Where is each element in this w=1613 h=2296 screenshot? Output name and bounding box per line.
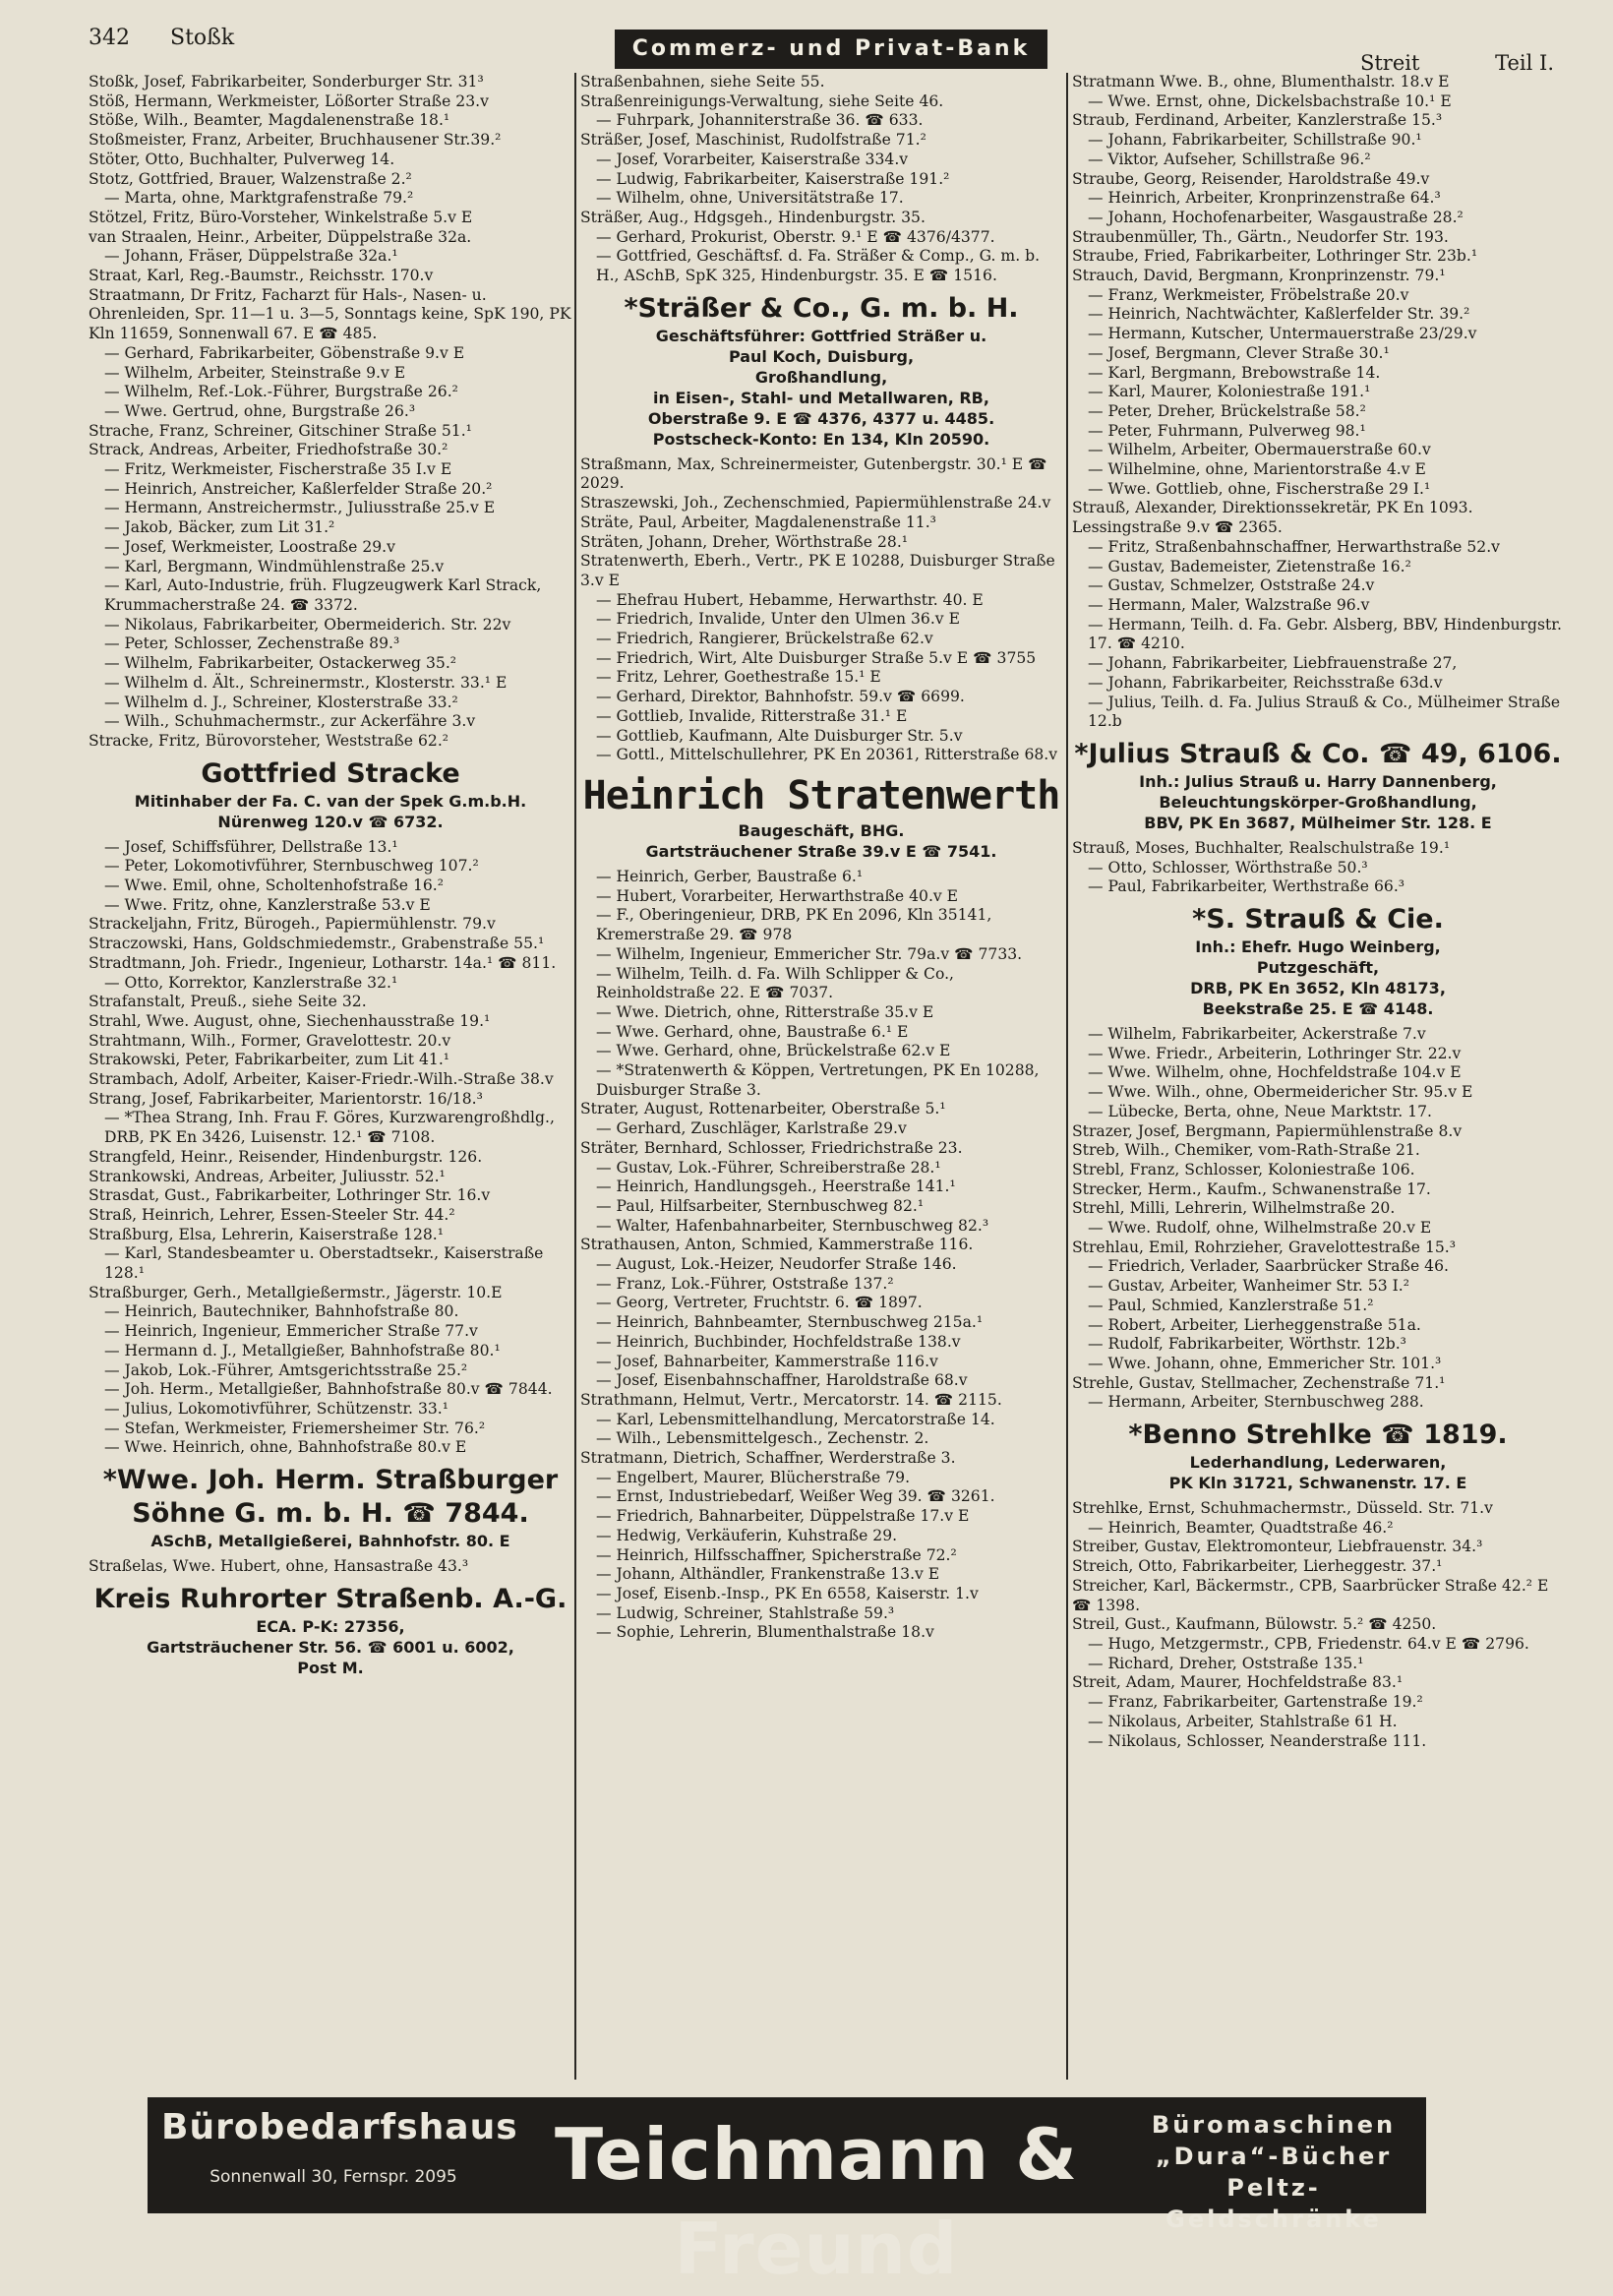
right-keyword: Streit bbox=[1359, 51, 1420, 75]
column-3 bbox=[1072, 73, 1564, 2080]
directory-entry: Stöß, Hermann, Werkmeister, Lößorter Straße 23.v bbox=[89, 91, 489, 110]
directory-subentry: — Hermann, Kutscher, Untermauerstraße 23/29.v bbox=[1088, 325, 1477, 343]
directory-entry: Straatmann, Dr Fritz, Facharzt für Hals-, Nasen- u. Ohrenleiden, Spr. 11—1 u. 3—5, Sonntags keine, SpK 190, PK Kln 11659, Sonnenwall 67. E ☎ 485. bbox=[89, 285, 571, 343]
directory-subentry: — Fritz, Werkmeister, Fischerstraße 35 I.v E bbox=[104, 460, 452, 479]
directory-subentry: — Gottlieb, Invalide, Ritterstraße 31.¹ E bbox=[596, 706, 908, 725]
directory-subentry: — Walter, Hafenbahnarbeiter, Sternbuschweg 82.³ bbox=[596, 1216, 989, 1235]
footer-right-line: „Dura“-Bücher bbox=[1155, 2143, 1393, 2170]
directory-subentry: — Viktor, Aufseher, Schillstraße 96.² bbox=[1088, 150, 1371, 168]
directory-subentry: — Karl, Auto-Industrie, früh. Flugzeugwerk Karl Strack, Krummacherstraße 24. ☎ 3372. bbox=[104, 576, 542, 614]
directory-subentry: — Wilhelm, Ingenieur, Emmericher Str. 79a.v ☎ 7733. bbox=[596, 944, 1023, 963]
directory-subentry: — Heinrich, Beamter, Quadtstraße 46.² bbox=[1088, 1518, 1394, 1537]
advertisement-line: Nürenweg 120.v ☎ 6732. bbox=[217, 812, 444, 831]
directory-entry: Strehlau, Emil, Rohrzieher, Gravelottestraße 15.³ bbox=[1072, 1238, 1457, 1256]
footer-left bbox=[161, 2107, 518, 2187]
directory-entry: Sträte, Paul, Arbeiter, Magdalenenstraße 11.³ bbox=[580, 513, 936, 531]
directory-subentry: — Wwe. Wilhelm, ohne, Hochfeldstraße 104.v E bbox=[1088, 1063, 1462, 1082]
advertisement-line: PK Kln 31721, Schwanenstr. 17. E bbox=[1168, 1474, 1467, 1493]
directory-subentry: — Franz, Werkmeister, Fröbelstraße 20.v bbox=[1088, 285, 1409, 304]
directory-subentry: — Sophie, Lehrerin, Blumenthalstraße 18.v bbox=[596, 1623, 934, 1642]
directory-entry: Strehle, Gustav, Stellmacher, Zechenstraße 71.¹ bbox=[1072, 1373, 1446, 1392]
advertisement-line: *Wwe. Joh. Herm. Straßburger bbox=[102, 1465, 559, 1496]
advertisement-footer bbox=[148, 2097, 1426, 2290]
directory-subentry: — Gustav, Schmelzer, Oststraße 24.v bbox=[1088, 576, 1375, 595]
advertisement-line: BBV, PK En 3687, Mülheimer Str. 128. E bbox=[1144, 813, 1492, 832]
left-keyword: Stoßk bbox=[170, 26, 235, 50]
directory-subentry: — August, Lok.-Heizer, Neudorfer Straße 146. bbox=[596, 1255, 957, 1274]
directory-entry: Sträßer, Josef, Maschinist, Rudolfstraße 71.² bbox=[580, 131, 926, 150]
footer-left-title: Bürobedarfshaus bbox=[161, 2107, 518, 2147]
directory-entry: Straubenmüller, Th., Gärtn., Neudorfer Str. 193. bbox=[1072, 227, 1449, 246]
part-label: Teil I. bbox=[1495, 51, 1554, 75]
directory-subentry: — Hermann, Teilh. d. Fa. Gebr. Alsberg, BBV, Hindenburgstr. 17. ☎ 4210. bbox=[1088, 615, 1562, 653]
directory-subentry: — Heinrich, Ingenieur, Emmericher Straße 77.v bbox=[104, 1322, 478, 1341]
advertisement-line: *Benno Strehlke ☎ 1819. bbox=[1128, 1420, 1508, 1451]
directory-subentry: — Wwe. Heinrich, ohne, Bahnhofstraße 80.v E bbox=[104, 1438, 467, 1457]
directory-subentry: — Gottl., Mittelschullehrer, PK En 20361, Ritterstraße 68.v bbox=[596, 746, 1058, 764]
directory-subentry: — Karl, Bergmann, Brebowstraße 14. bbox=[1088, 363, 1381, 382]
directory-entry: Streb, Wilh., Chemiker, vom-Rath-Straße 21. bbox=[1072, 1141, 1420, 1160]
directory-subentry: — Hugo, Metzgermstr., CPB, Friedenstr. 64.v E ☎ 2796. bbox=[1088, 1635, 1529, 1653]
directory-entry: Strazer, Josef, Bergmann, Papiermühlenstraße 8.v bbox=[1072, 1121, 1463, 1140]
directory-subentry: — Paul, Hilfsarbeiter, Sternbuschweg 82.¹ bbox=[596, 1196, 925, 1215]
directory-subentry: — Otto, Korrektor, Kanzlerstraße 32.¹ bbox=[104, 973, 398, 992]
directory-subentry: — Gustav, Bademeister, Zietenstraße 16.² bbox=[1088, 557, 1411, 575]
advertisement-line: *Sträßer & Co., G. m. b. H. bbox=[624, 292, 1019, 324]
advertisement-line: Kreis Ruhrorter Straßenb. A.-G. bbox=[93, 1583, 568, 1614]
directory-subentry: — Wwe. Emil, ohne, Scholtenhofstraße 16.² bbox=[104, 876, 444, 895]
directory-subentry: — Johann, Fabrikarbeiter, Schillstraße 90.¹ bbox=[1088, 131, 1422, 150]
directory-subentry: — Wwe. Fritz, ohne, Kanzlerstraße 53.v E bbox=[104, 895, 431, 914]
directory-subentry: — Wwe. Wilh., ohne, Obermeidericher Str. 95.v E bbox=[1088, 1083, 1473, 1102]
advertisement-line: Inh.: Ehefr. Hugo Weinberg, bbox=[1195, 937, 1441, 957]
directory-subentry: — Jakob, Bäcker, zum Lit 31.² bbox=[104, 518, 335, 537]
directory-subentry: — Wilhelm, Fabrikarbeiter, Ackerstraße 7.v bbox=[1088, 1025, 1426, 1044]
advertisement-line: Baugeschäft, BHG. bbox=[738, 820, 905, 840]
directory-subentry: — Wilhelm, Teilh. d. Fa. Wilh Schlipper & Co., Reinholdstraße 22. E ☎ 7037. bbox=[596, 964, 955, 1002]
directory-subentry: — Johann, Hochofenarbeiter, Wasgaustraße 28.² bbox=[1088, 208, 1464, 226]
advertisement-block bbox=[89, 1464, 572, 1551]
directory-entry: Streiber, Gustav, Elektromonteur, Liebfrauenstr. 34.³ bbox=[1072, 1538, 1483, 1556]
directory-subentry: — Wwe. Johann, ohne, Emmericher Str. 101.³ bbox=[1088, 1354, 1442, 1372]
directory-subentry: — Josef, Vorarbeiter, Kaiserstraße 334.v bbox=[596, 150, 909, 168]
directory-subentry: — *Thea Strang, Inh. Frau F. Göres, Kurzwarengroßhdlg., DRB, PK En 3426, Luisenstr. 12.¹ ☎ 7108. bbox=[104, 1109, 555, 1147]
directory-entry: Straszewski, Joh., Zechenschmied, Papiermühlenstraße 24.v bbox=[580, 494, 1051, 513]
column-1 bbox=[89, 73, 572, 2080]
directory-subentry: — Peter, Dreher, Brückelstraße 58.² bbox=[1088, 401, 1366, 420]
directory-entry: Strackeljahn, Fritz, Bürogeh., Papiermühlenstr. 79.v bbox=[89, 915, 496, 934]
directory-subentry: — Fritz, Straßenbahnschaffner, Herwarthstraße 52.v bbox=[1088, 537, 1500, 556]
advertisement-line: Putzgeschäft, bbox=[1256, 958, 1380, 978]
directory-subentry: — Franz, Lok.-Führer, Oststraße 137.² bbox=[596, 1274, 894, 1293]
column-2 bbox=[580, 73, 1062, 2080]
advertisement-block bbox=[1072, 738, 1564, 833]
directory-subentry: — Karl, Maurer, Koloniestraße 191.¹ bbox=[1088, 383, 1371, 401]
directory-entry: Straube, Georg, Reisender, Haroldstraße 49.v bbox=[1072, 169, 1430, 188]
directory-subentry: — Wwe. Friedr., Arbeiterin, Lothringer Str. 22.v bbox=[1088, 1044, 1462, 1062]
directory-subentry: — Wilhelmine, ohne, Marientorstraße 4.v E bbox=[1088, 460, 1426, 479]
directory-subentry: — Hermann, Maler, Walzstraße 96.v bbox=[1088, 595, 1370, 614]
column-divider bbox=[1066, 73, 1068, 2080]
directory-subentry: — Johann, Fabrikarbeiter, Liebfrauenstraße 27, bbox=[1088, 654, 1458, 673]
directory-subentry: — Heinrich, Buchbinder, Hochfeldstraße 138.v bbox=[596, 1332, 961, 1351]
directory-subentry: — Nikolaus, Arbeiter, Stahlstraße 61 H. bbox=[1088, 1712, 1398, 1730]
directory-subentry: — Wwe. Gertrud, ohne, Burgstraße 26.³ bbox=[104, 401, 416, 420]
directory-subentry: — Gottlieb, Kaufmann, Alte Duisburger Str. 5.v bbox=[596, 726, 963, 745]
directory-entry: Streich, Otto, Fabrikarbeiter, Lierheggestr. 37.¹ bbox=[1072, 1557, 1443, 1576]
directory-entry: Stratmann, Dietrich, Schaffner, Werderstraße 3. bbox=[580, 1449, 956, 1468]
directory-entry: Stötzel, Fritz, Büro-Vorsteher, Winkelstraße 5.v E bbox=[89, 208, 473, 226]
directory-subentry: — Gerhard, Fabrikarbeiter, Göbenstraße 9.v E bbox=[104, 343, 465, 362]
directory-subentry: — Wwe. Gerhard, ohne, Brückelstraße 62.v E bbox=[596, 1042, 951, 1060]
directory-subentry: — Hermann d. J., Metallgießer, Bahnhofstraße 80.¹ bbox=[104, 1341, 501, 1359]
directory-subentry: — Johann, Fräser, Düppelstraße 32a.¹ bbox=[104, 247, 398, 266]
advertisement-line: *Julius Strauß & Co. ☎ 49, 6106. bbox=[1074, 738, 1562, 769]
directory-subentry: — Heinrich, Anstreicher, Kaßlerfelder Straße 20.² bbox=[104, 479, 493, 498]
directory-entry: Streicher, Karl, Bäckermstr., CPB, Saarbrücker Straße 42.² E ☎ 1398. bbox=[1072, 1576, 1549, 1614]
directory-subentry: — Rudolf, Fabrikarbeiter, Wörthstr. 12b.³ bbox=[1088, 1335, 1406, 1354]
directory-subentry: — Hermann, Anstreichermstr., Juliusstraße 25.v E bbox=[104, 499, 496, 517]
directory-subentry: — Friedrich, Wirt, Alte Duisburger Straße 5.v E ☎ 3755 bbox=[596, 648, 1037, 667]
directory-entry: Streit, Adam, Maurer, Hochfeldstraße 83.¹ bbox=[1072, 1673, 1404, 1692]
directory-subentry: — Nikolaus, Schlosser, Neanderstraße 111. bbox=[1088, 1731, 1427, 1750]
footer-right-line: Peltz-Geldschränke bbox=[1165, 2174, 1382, 2233]
directory-entry: Strebl, Franz, Schlosser, Koloniestraße 106. bbox=[1072, 1160, 1415, 1178]
directory-subentry: — Josef, Bahnarbeiter, Kammerstraße 116.v bbox=[596, 1352, 938, 1370]
directory-entry: Strehl, Milli, Lehrerin, Wilhelmstraße 20. bbox=[1072, 1199, 1396, 1218]
directory-subentry: — Marta, ohne, Marktgrafenstraße 79.² bbox=[104, 189, 414, 208]
directory-subentry: — Heinrich, Bahnbeamter, Sternbuschweg 215a.¹ bbox=[596, 1313, 984, 1332]
directory-entry: Sträten, Johann, Dreher, Wörthstraße 28.¹ bbox=[580, 532, 909, 551]
directory-subentry: — Wilhelm, Fabrikarbeiter, Ostackerweg 35.² bbox=[104, 654, 457, 673]
advertisement-line: *S. Strauß & Cie. bbox=[1192, 904, 1444, 936]
advertisement-block bbox=[1072, 903, 1564, 1019]
directory-subentry: — Karl, Standesbeamter u. Oberstadtsekr., Kaiserstraße 128.¹ bbox=[104, 1244, 544, 1283]
bank-banner: Commerz- und Privat-Bank bbox=[615, 30, 1047, 69]
directory-entry: Stöße, Wilh., Beamter, Magdalenenstraße 18.¹ bbox=[89, 111, 450, 130]
directory-entry: Sträter, Bernhard, Schlosser, Friedrichstraße 23. bbox=[580, 1138, 963, 1157]
directory-subentry: — Josef, Schiffsführer, Dellstraße 13.¹ bbox=[104, 837, 398, 856]
directory-subentry: — Otto, Schlosser, Wörthstraße 50.³ bbox=[1088, 858, 1368, 876]
directory-subentry: — Wwe. Gerhard, ohne, Baustraße 6.¹ E bbox=[596, 1022, 909, 1041]
directory-entry: Strauß, Moses, Buchhalter, Realschulstraße 19.¹ bbox=[1072, 838, 1451, 857]
advertisement-line: Postscheck-Konto: En 134, Kln 20590. bbox=[652, 429, 990, 449]
directory-subentry: — Fritz, Lehrer, Goethestraße 15.¹ E bbox=[596, 668, 881, 687]
directory-entry: Straub, Ferdinand, Arbeiter, Kanzlerstraße 15.³ bbox=[1072, 111, 1443, 130]
directory-entry: Straßenreinigungs-Verwaltung, siehe Seite 46. bbox=[580, 91, 944, 110]
directory-entry: Strankowski, Andreas, Arbeiter, Juliusstr. 52.¹ bbox=[89, 1167, 446, 1185]
directory-entry: Strakowski, Peter, Fabrikarbeiter, zum Lit 41.¹ bbox=[89, 1051, 450, 1069]
directory-entry: Straßelas, Wwe. Hubert, ohne, Hansastraße 43.³ bbox=[89, 1557, 469, 1576]
directory-subentry: — Wwe. Dietrich, ohne, Ritterstraße 35.v E bbox=[596, 1002, 934, 1021]
directory-subentry: — Friedrich, Verlader, Saarbrücker Straße 46. bbox=[1088, 1257, 1449, 1276]
directory-entry: Streil, Gust., Kaufmann, Bülowstr. 5.² ☎ 4250. bbox=[1072, 1615, 1437, 1634]
directory-subentry: — Wilhelm d. Ält., Schreinermstr., Klosterstr. 33.¹ E bbox=[104, 673, 508, 692]
advertisement-line: Gartsträuchener Str. 56. ☎ 6001 u. 6002, bbox=[147, 1637, 514, 1657]
directory-entry: Straßburger, Gerh., Metallgießermstr., Jägerstr. 10.E bbox=[89, 1283, 503, 1301]
directory-subentry: — Peter, Schlosser, Zechenstraße 89.³ bbox=[104, 634, 400, 653]
directory-subentry: — Heinrich, Nachtwächter, Kaßlerfelder Str. 39.² bbox=[1088, 305, 1470, 324]
directory-entry: Sträßer, Aug., Hdgsgeh., Hindenburgstr. 35. bbox=[580, 208, 926, 226]
directory-subentry: — Hermann, Arbeiter, Sternbuschweg 288. bbox=[1088, 1393, 1424, 1412]
directory-entry: Strambach, Adolf, Arbeiter, Kaiser-Friedr.-Wilh.-Straße 38.v bbox=[89, 1070, 554, 1089]
directory-entry: Strang, Josef, Fabrikarbeiter, Marientorstr. 16/18.³ bbox=[89, 1089, 483, 1108]
directory-entry: Strahtmann, Wilh., Former, Gravelottestr. 20.v bbox=[89, 1031, 451, 1050]
footer-company-name: Teichmann & Freund bbox=[555, 2113, 1078, 2290]
advertisement-line: DRB, PK En 3652, Kln 48173, bbox=[1190, 979, 1446, 998]
directory-subentry: — Ludwig, Schreiner, Stahlstraße 59.³ bbox=[596, 1603, 895, 1622]
directory-subentry: — Fuhrpark, Johanniterstraße 36. ☎ 633. bbox=[596, 111, 924, 130]
advertisement-block bbox=[89, 1583, 572, 1678]
directory-subentry: — Paul, Schmied, Kanzlerstraße 51.² bbox=[1088, 1296, 1374, 1314]
directory-subentry: — Johann, Fabrikarbeiter, Reichsstraße 63d.v bbox=[1088, 673, 1443, 692]
directory-subentry: — Nikolaus, Fabrikarbeiter, Obermeiderich. Str. 22v bbox=[104, 615, 511, 634]
directory-entry: Stotz, Gottfried, Brauer, Walzenstraße 2.² bbox=[89, 169, 412, 188]
directory-entry: Strache, Franz, Schreiner, Gitschiner Straße 51.¹ bbox=[89, 421, 472, 440]
directory-subentry: — Heinrich, Hilfsschaffner, Spicherstraße 72.² bbox=[596, 1545, 957, 1564]
directory-subentry: — Heinrich, Handlungsgeh., Heerstraße 141.¹ bbox=[596, 1178, 956, 1196]
directory-subentry: — Lübecke, Berta, ohne, Neue Marktstr. 17. bbox=[1088, 1102, 1432, 1120]
advertisement-line: ECA. P-K: 27356, bbox=[256, 1616, 405, 1636]
directory-entry: Stratmann Wwe. B., ohne, Blumenthalstr. 18.v E bbox=[1072, 73, 1450, 91]
directory-subentry: — *Stratenwerth & Köppen, Vertretungen, PK En 10288, Duisburger Straße 3. bbox=[596, 1061, 1040, 1099]
advertisement-line: Inh.: Julius Strauß u. Harry Dannenberg, bbox=[1139, 771, 1497, 791]
directory-subentry: — Stefan, Werkmeister, Friemersheimer Str. 76.² bbox=[104, 1419, 486, 1437]
directory-entry: van Straalen, Heinr., Arbeiter, Düppelstraße 32a. bbox=[89, 227, 472, 246]
directory-subentry: — Wwe. Rudolf, ohne, Wilhelmstraße 20.v E bbox=[1088, 1219, 1432, 1238]
directory-subentry: — Robert, Arbeiter, Lierheggenstraße 51a. bbox=[1088, 1315, 1421, 1334]
directory-entry: Straube, Fried, Fabrikarbeiter, Lothringer Str. 23b.¹ bbox=[1072, 247, 1478, 266]
directory-subentry: — Julius, Teilh. d. Fa. Julius Strauß & Co., Mülheimer Straße 12.b bbox=[1088, 693, 1561, 731]
directory-entry: Strauch, David, Bergmann, Kronprinzenstr. 79.¹ bbox=[1072, 267, 1446, 285]
directory-subentry: — Gustav, Lok.-Führer, Schreiberstraße 28.¹ bbox=[596, 1158, 941, 1177]
column-divider bbox=[574, 73, 576, 2080]
directory-subentry: — Peter, Lokomotivführer, Sternbuschweg 107.² bbox=[104, 857, 479, 876]
directory-subentry: — Hubert, Vorarbeiter, Herwarthstraße 40.v E bbox=[596, 886, 959, 905]
directory-subentry: — Wilhelm, Ref.-Lok.-Führer, Burgstraße 26.² bbox=[104, 383, 458, 401]
page-number: 342 bbox=[89, 26, 130, 50]
directory-entry: Strecker, Herm., Kaufm., Schwanenstraße 17. bbox=[1072, 1179, 1431, 1198]
directory-entry: Strafanstalt, Preuß., siehe Seite 32. bbox=[89, 993, 367, 1011]
directory-subentry: — Paul, Fabrikarbeiter, Werthstraße 66.³ bbox=[1088, 877, 1405, 896]
directory-entry: Strehlke, Ernst, Schuhmachermstr., Düsseld. Str. 71.v bbox=[1072, 1499, 1493, 1518]
directory-entry: Strater, August, Rottenarbeiter, Oberstraße 5.¹ bbox=[580, 1100, 946, 1118]
directory-entry: Stradtmann, Joh. Friedr., Ingenieur, Lotharstr. 14a.¹ ☎ 811. bbox=[89, 953, 557, 972]
advertisement-line: Großhandlung, bbox=[754, 367, 888, 387]
advertisement-line: Oberstraße 9. E ☎ 4376, 4377 u. 4485. bbox=[647, 408, 995, 428]
directory-entry: Strathausen, Anton, Schmied, Kammerstraße 116. bbox=[580, 1236, 974, 1254]
directory-entry: Straat, Karl, Reg.-Baumstr., Reichsstr. 170.v bbox=[89, 267, 434, 285]
directory-subentry: — Josef, Bergmann, Clever Straße 30.¹ bbox=[1088, 343, 1390, 362]
directory-subentry: — Friedrich, Invalide, Unter den Ulmen 36.v E bbox=[596, 610, 960, 629]
directory-subentry: — Josef, Eisenbahnschaffner, Haroldstraße 68.v bbox=[596, 1371, 968, 1390]
directory-entry: Strangfeld, Heinr., Reisender, Hindenburgstr. 126. bbox=[89, 1147, 483, 1166]
directory-subentry: — Karl, Lebensmittelhandlung, Mercatorstraße 14. bbox=[596, 1410, 995, 1428]
directory-subentry: — Georg, Vertreter, Fruchtstr. 6. ☎ 1897. bbox=[596, 1294, 923, 1312]
directory-subentry: — Peter, Fuhrmann, Pulverweg 98.¹ bbox=[1088, 421, 1366, 440]
directory-subentry: — Wwe. Ernst, ohne, Dickelsbachstraße 10.¹ E bbox=[1088, 91, 1452, 110]
directory-subentry: — Joh. Herm., Metallgießer, Bahnhofstraße 80.v ☎ 7844. bbox=[104, 1380, 553, 1399]
directory-entry: Strathmann, Helmut, Vertr., Mercatorstr. 14. ☎ 2115. bbox=[580, 1390, 1002, 1409]
directory-subentry: — Jakob, Lok.-Führer, Amtsgerichtsstraße 25.² bbox=[104, 1360, 468, 1379]
advertisement-line: Gartsträuchener Straße 39.v E ☎ 7541. bbox=[645, 841, 997, 861]
directory-subentry: — Wilhelm d. J., Schreiner, Klosterstraße 33.² bbox=[104, 693, 458, 711]
advertisement-line: ASchB, Metallgießerei, Bahnhofstr. 80. E bbox=[150, 1532, 510, 1551]
directory-entry: Stracke, Fritz, Bürovorsteher, Weststraße 62.² bbox=[89, 731, 449, 750]
directory-subentry: — Gerhard, Direktor, Bahnhofstr. 59.v ☎ 6699. bbox=[596, 688, 965, 706]
advertisement-line: Post M. bbox=[297, 1658, 364, 1677]
directory-entry: Strauß, Alexander, Direktionssekretär, PK En 1093. Lessingstraße 9.v ☎ 2365. bbox=[1072, 499, 1473, 537]
directory-subentry: — Franz, Fabrikarbeiter, Gartenstraße 19.² bbox=[1088, 1693, 1423, 1712]
directory-subentry: — Heinrich, Gerber, Baustraße 6.¹ bbox=[596, 867, 864, 885]
advertisement-line: Gottfried Stracke bbox=[201, 757, 460, 789]
footer-right bbox=[1131, 2109, 1416, 2235]
directory-subentry: — Wilh., Schuhmachermstr., zur Ackerfähre 3.v bbox=[104, 712, 476, 731]
directory-subentry: — F., Oberingenieur, DRB, PK En 2096, Kln 35141, Kremerstraße 29. ☎ 978 bbox=[596, 906, 992, 944]
advertisement-line: Beekstraße 25. E ☎ 4148. bbox=[1202, 999, 1434, 1019]
directory-subentry: — Friedrich, Bahnarbeiter, Düppelstraße 17.v E bbox=[596, 1507, 970, 1526]
directory-subentry: — Heinrich, Bautechniker, Bahnhofstraße 80. bbox=[104, 1302, 459, 1321]
advertisement-block bbox=[89, 757, 572, 832]
directory-entry: Straßenbahnen, siehe Seite 55. bbox=[580, 73, 825, 91]
advertisement-line: Geschäftsführer: Gottfried Sträßer u. bbox=[655, 326, 987, 345]
directory-entry: Strasdat, Gust., Fabrikarbeiter, Lothringer Str. 16.v bbox=[89, 1186, 491, 1205]
advertisement-line: Söhne G. m. b. H. ☎ 7844. bbox=[132, 1498, 529, 1530]
page-header-right bbox=[1291, 51, 1554, 75]
footer-left-address: Sonnenwall 30, Fernspr. 2095 bbox=[209, 2167, 457, 2187]
directory-subentry: — Ehefrau Hubert, Hebamme, Herwarthstr. 40. E bbox=[596, 590, 984, 609]
advertisement-block bbox=[580, 771, 1062, 862]
directory-subentry: — Wilhelm, ohne, Universitätstraße 17. bbox=[596, 189, 904, 208]
directory-subentry: — Hedwig, Verkäuferin, Kuhstraße 29. bbox=[596, 1526, 898, 1544]
directory-subentry: — Wilhelm, Arbeiter, Steinstraße 9.v E bbox=[104, 363, 406, 382]
directory-subentry: — Friedrich, Rangierer, Brückelstraße 62.v bbox=[596, 630, 933, 648]
advertisement-block bbox=[1072, 1419, 1564, 1493]
directory-subentry: — Julius, Lokomotivführer, Schützenstr. 33.¹ bbox=[104, 1400, 449, 1418]
directory-subentry: — Ludwig, Fabrikarbeiter, Kaiserstraße 191.² bbox=[596, 169, 950, 188]
directory-entry: Strahl, Wwe. August, ohne, Siechenhausstraße 19.¹ bbox=[89, 1011, 491, 1030]
directory-subentry: — Gottfried, Geschäftsf. d. Fa. Sträßer & Comp., G. m. b. H., ASchB, SpK 325, Hindenburgstr. 35. E ☎ 1516. bbox=[596, 247, 1041, 285]
directory-subentry: — Gerhard, Prokurist, Oberstr. 9.¹ E ☎ 4376/4377. bbox=[596, 227, 995, 246]
advertisement-line: Paul Koch, Duisburg, bbox=[728, 346, 915, 366]
directory-subentry: — Heinrich, Arbeiter, Kronprinzenstraße 64.³ bbox=[1088, 189, 1441, 208]
directory-entry: Straßburg, Elsa, Lehrerin, Kaiserstraße 128.¹ bbox=[89, 1225, 444, 1243]
directory-subentry: — Johann, Althändler, Frankenstraße 13.v E bbox=[596, 1565, 940, 1584]
directory-entry: Strack, Andreas, Arbeiter, Friedhofstraße 30.² bbox=[89, 441, 448, 459]
directory-entry: Straczowski, Hans, Goldschmiedemstr., Grabenstraße 55.¹ bbox=[89, 935, 545, 953]
advertisement-block bbox=[580, 292, 1062, 450]
advertisement-line: in Eisen-, Stahl- und Metallwaren, RB, bbox=[653, 388, 989, 407]
directory-subentry: — Josef, Eisenb.-Insp., PK En 6558, Kaiserstr. 1.v bbox=[596, 1585, 979, 1602]
directory-subentry: — Wilhelm, Arbeiter, Obermauerstraße 60.v bbox=[1088, 441, 1431, 459]
directory-subentry: — Richard, Dreher, Oststraße 135.¹ bbox=[1088, 1654, 1364, 1672]
footer-right-line: Büromaschinen bbox=[1151, 2111, 1397, 2139]
directory-entry: Stratenwerth, Eberh., Vertr., PK E 10288, Duisburger Straße 3.v E bbox=[580, 552, 1055, 589]
directory-subentry: — Engelbert, Maurer, Blücherstraße 79. bbox=[596, 1468, 911, 1486]
directory-entry: Straß, Heinrich, Lehrer, Essen-Steeler Str. 44.² bbox=[89, 1205, 455, 1224]
directory-entry: Stoßmeister, Franz, Arbeiter, Bruchhausener Str.39.² bbox=[89, 131, 502, 150]
directory-subentry: — Karl, Bergmann, Windmühlenstraße 25.v bbox=[104, 557, 445, 575]
directory-entry: Stoßk, Josef, Fabrikarbeiter, Sonderburger Str. 31³ bbox=[89, 73, 484, 91]
directory-subentry: — Josef, Werkmeister, Loostraße 29.v bbox=[104, 537, 395, 556]
directory-entry: Straßmann, Max, Schreinermeister, Gutenbergstr. 30.¹ E ☎ 2029. bbox=[580, 454, 1047, 493]
advertisement-line: Heinrich Stratenwerth bbox=[582, 772, 1060, 818]
page-header-left bbox=[89, 26, 268, 50]
directory-subentry: — Wwe. Gottlieb, ohne, Fischerstraße 29 I.¹ bbox=[1088, 479, 1431, 498]
advertisement-line: Mitinhaber der Fa. C. van der Spek G.m.b.H. bbox=[134, 791, 527, 811]
directory-entry: Stöter, Otto, Buchhalter, Pulverweg 14. bbox=[89, 150, 395, 168]
advertisement-line: Beleuchtungskörper-Großhandlung, bbox=[1159, 792, 1477, 812]
directory-subentry: — Ernst, Industriebedarf, Weißer Weg 39. ☎ 3261. bbox=[596, 1487, 995, 1506]
directory-subentry: — Gustav, Arbeiter, Wanheimer Str. 53 I.² bbox=[1088, 1277, 1410, 1296]
advertisement-line: Lederhandlung, Lederwaren, bbox=[1189, 1453, 1447, 1473]
directory-subentry: — Gerhard, Zuschläger, Karlstraße 29.v bbox=[596, 1119, 907, 1138]
directory-subentry: — Wilh., Lebensmittelgesch., Zechenstr. 2. bbox=[596, 1429, 929, 1448]
